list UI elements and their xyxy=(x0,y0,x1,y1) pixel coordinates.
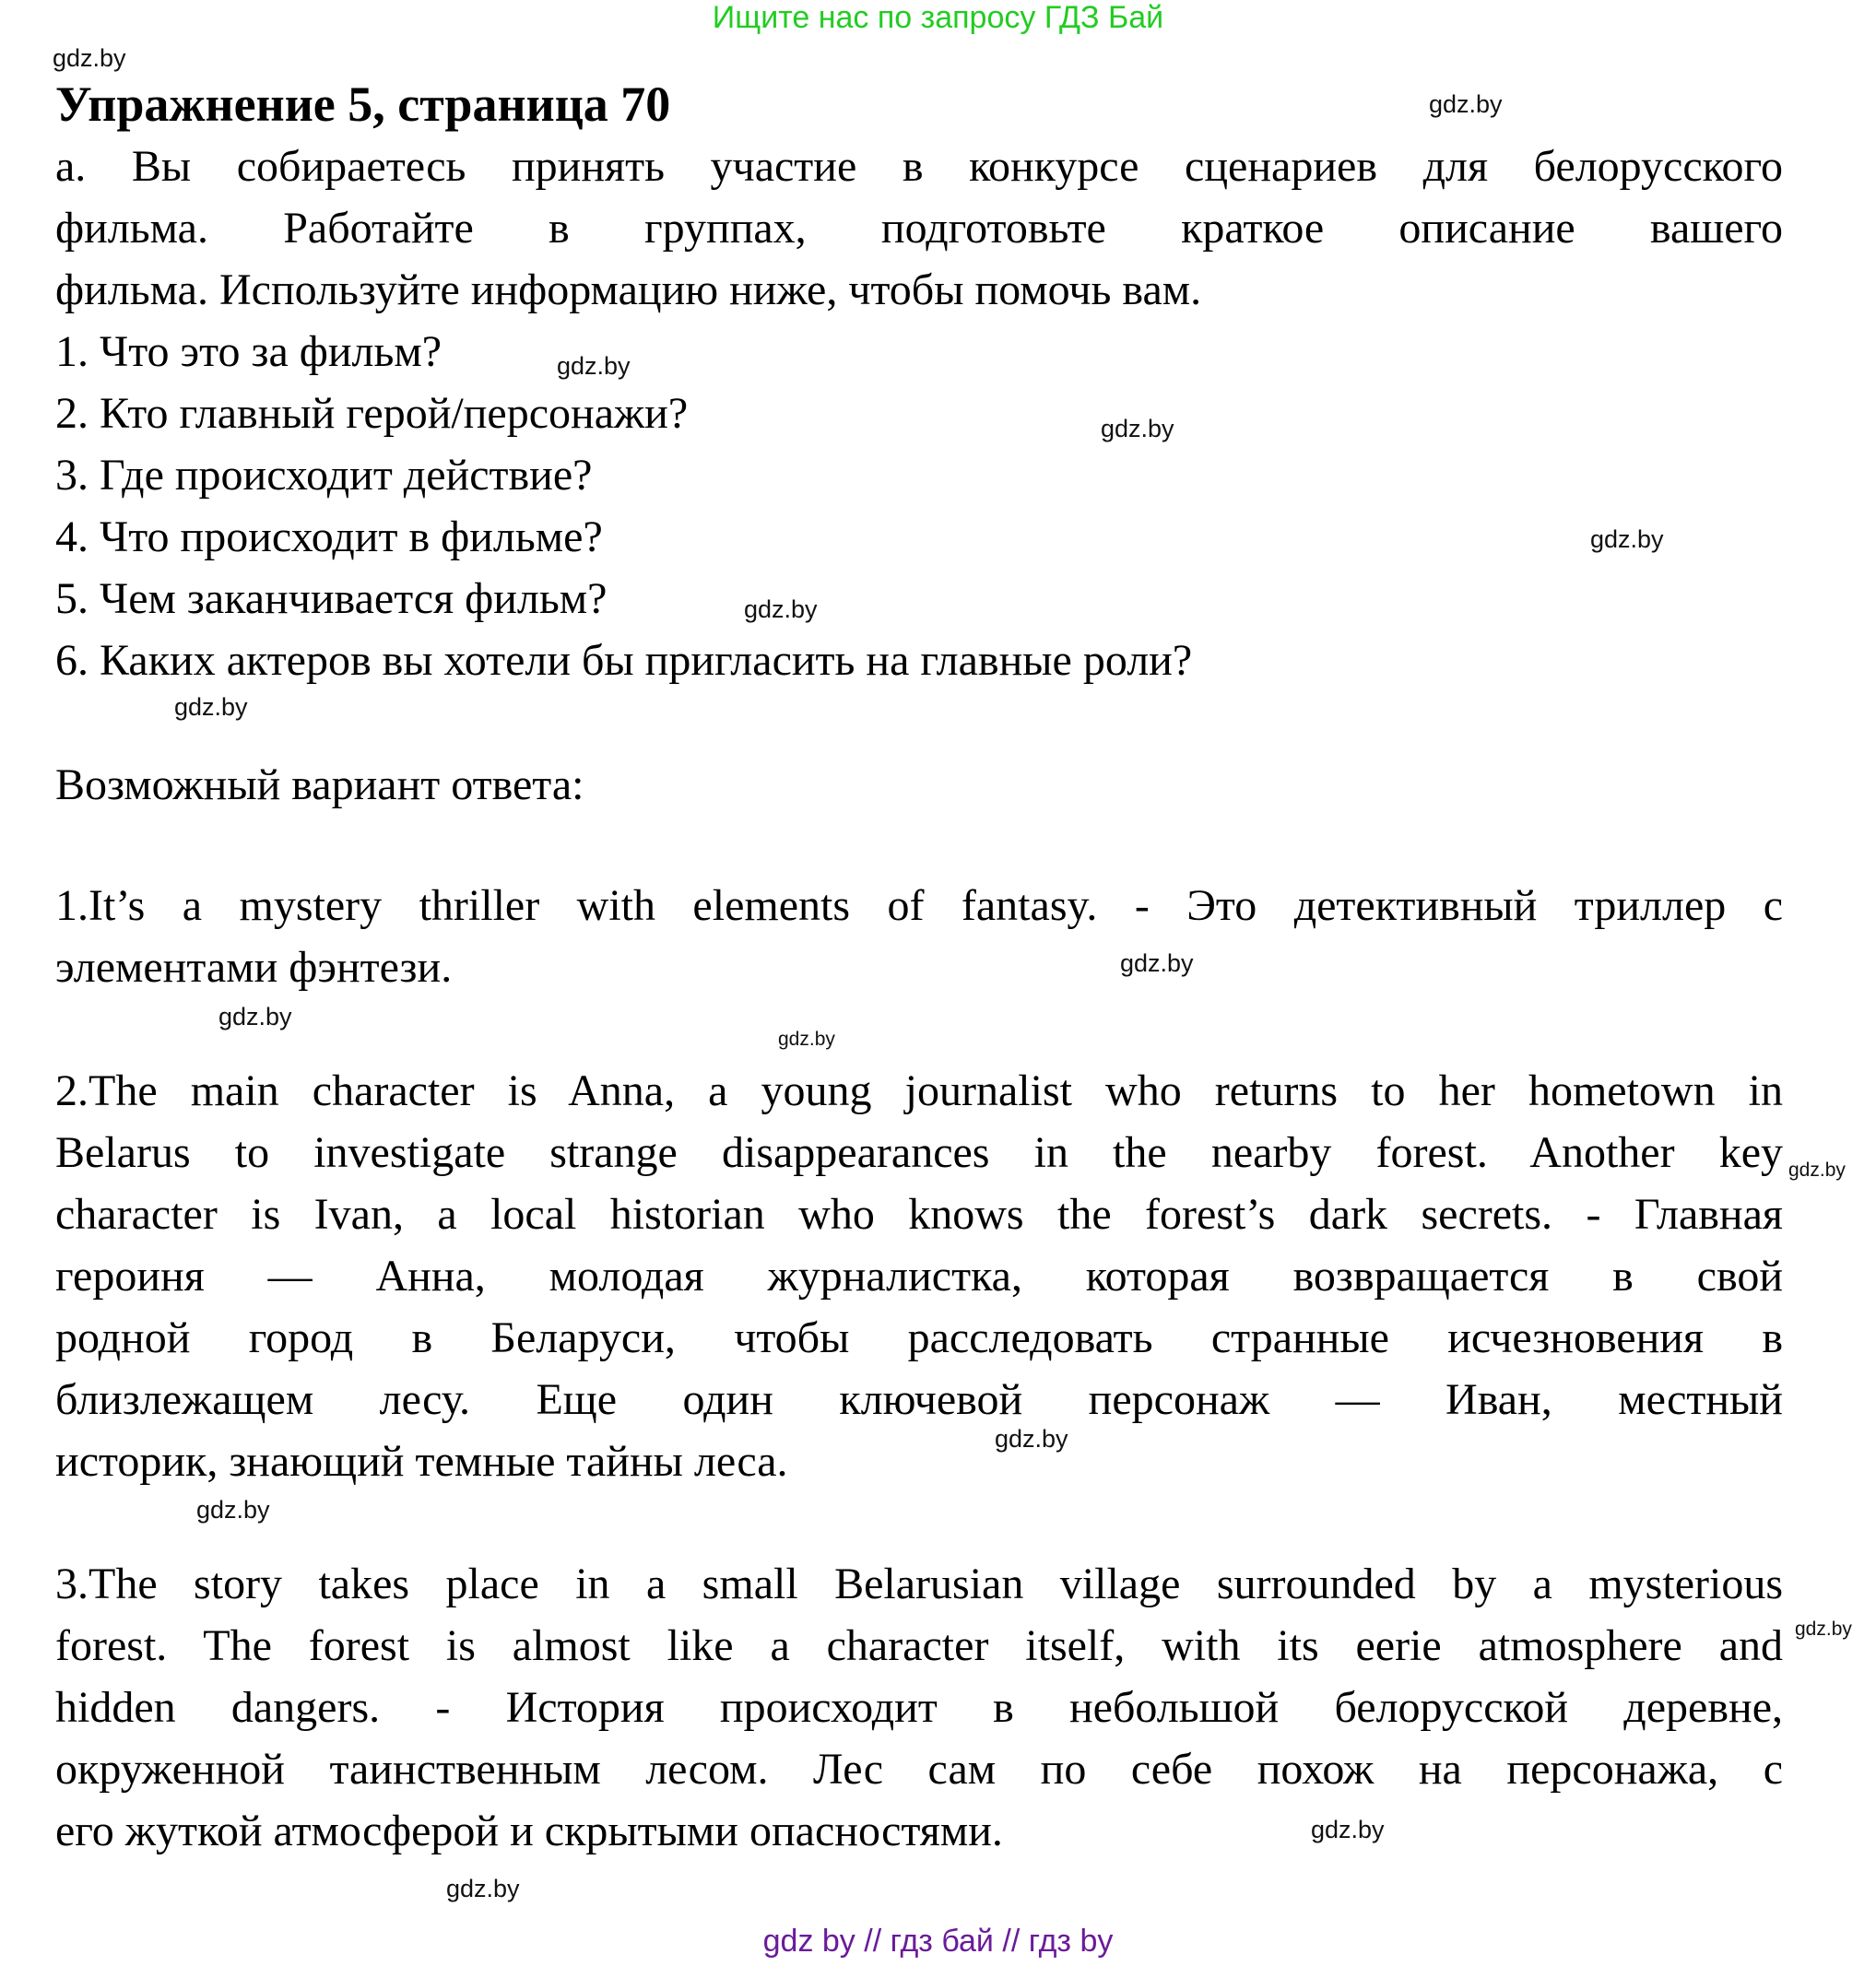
text-line: а. Вы собираетесь принять участие в конкурсе сценариев для белорусского xyxy=(55,142,1783,191)
text-line: hidden dangers. - История происходит в небольшой белорусской деревне, xyxy=(55,1683,1783,1732)
answer-heading: Возможный вариант ответа: xyxy=(55,760,584,809)
text-line: 3.The story takes place in a small Belarusian village surrounded by a mysterious xyxy=(55,1560,1783,1608)
text-line: его жуткой атмосферой и скрытыми опасностями. xyxy=(55,1807,1003,1855)
text-line: родной город в Беларуси, чтобы расследовать странные исчезновения в xyxy=(55,1313,1783,1362)
text-line: элементами фэнтези. xyxy=(55,943,453,992)
question-item: 3. Где происходит действие? xyxy=(55,451,593,500)
question-list xyxy=(55,321,1783,691)
watermark: gdz.by xyxy=(1795,1619,1852,1640)
watermark: gdz.by xyxy=(196,1496,270,1524)
text-line: историк, знающий темные тайны леса. xyxy=(55,1437,788,1486)
text-line: 1.It’s a mystery thriller with elements of fantasy. - Это детективный триллер с xyxy=(55,881,1783,930)
task-description xyxy=(55,135,1783,321)
question-item: 6. Каких актеров вы хотели бы пригласить на главные роли? xyxy=(55,636,1193,685)
watermark: gdz.by xyxy=(1788,1160,1846,1181)
watermark: gdz.by xyxy=(218,1003,292,1030)
watermark: gdz.by xyxy=(174,693,248,721)
question-item: 4. Что происходит в фильме? xyxy=(55,512,603,561)
watermark: gdz.by xyxy=(995,1425,1068,1453)
answer-paragraph-3 xyxy=(55,1553,1783,1862)
text-line: фильма. Используйте информацию ниже, чтобы помочь вам. xyxy=(55,265,1202,314)
text-line: фильма. Работайте в группах, подготовьте краткое описание вашего xyxy=(55,204,1783,253)
footer-links: gdz by // гдз бай // гдз by xyxy=(762,1924,1114,1959)
text-line: близлежащем лесу. Еще один ключевой персонаж — Иван, местный xyxy=(55,1375,1783,1424)
watermark: gdz.by xyxy=(1590,525,1664,553)
text-line: character is Ivan, a local historian who knows the forest’s dark secrets. - Главная xyxy=(55,1190,1783,1239)
text-line: героиня — Анна, молодая журналистка, которая возвращается в свой xyxy=(55,1252,1783,1301)
watermark: gdz.by xyxy=(1120,949,1194,977)
question-item: 1. Что это за фильм? xyxy=(55,327,442,376)
answer-paragraph-2 xyxy=(55,1060,1783,1492)
watermark: gdz.by xyxy=(446,1875,520,1902)
text-line: окруженной таинственным лесом. Лес сам по себе похож на персонажа, с xyxy=(55,1745,1783,1794)
answer-paragraph-1 xyxy=(55,875,1783,998)
text-line: 2.The main character is Anna, a young journalist who returns to her hometown in xyxy=(55,1066,1783,1115)
watermark: gdz.by xyxy=(557,352,631,380)
text-line: forest. The forest is almost like a character itself, with its eerie atmosphere and xyxy=(55,1621,1783,1670)
watermark: gdz.by xyxy=(1429,90,1503,118)
question-item: 2. Кто главный герой/персонажи? xyxy=(55,389,689,438)
page-title: Упражнение 5, страница 70 xyxy=(55,77,671,132)
search-hint-banner: Ищите нас по запросу ГДЗ Бай xyxy=(712,0,1164,35)
watermark: gdz.by xyxy=(53,44,126,72)
question-item: 5. Чем заканчивается фильм? xyxy=(55,574,608,623)
watermark: gdz.by xyxy=(1101,415,1174,442)
watermark: gdz.by xyxy=(778,1029,835,1050)
text-line: Belarus to investigate strange disappearances in the nearby forest. Another key xyxy=(55,1128,1783,1177)
watermark: gdz.by xyxy=(744,595,818,623)
watermark: gdz.by xyxy=(1311,1816,1385,1843)
